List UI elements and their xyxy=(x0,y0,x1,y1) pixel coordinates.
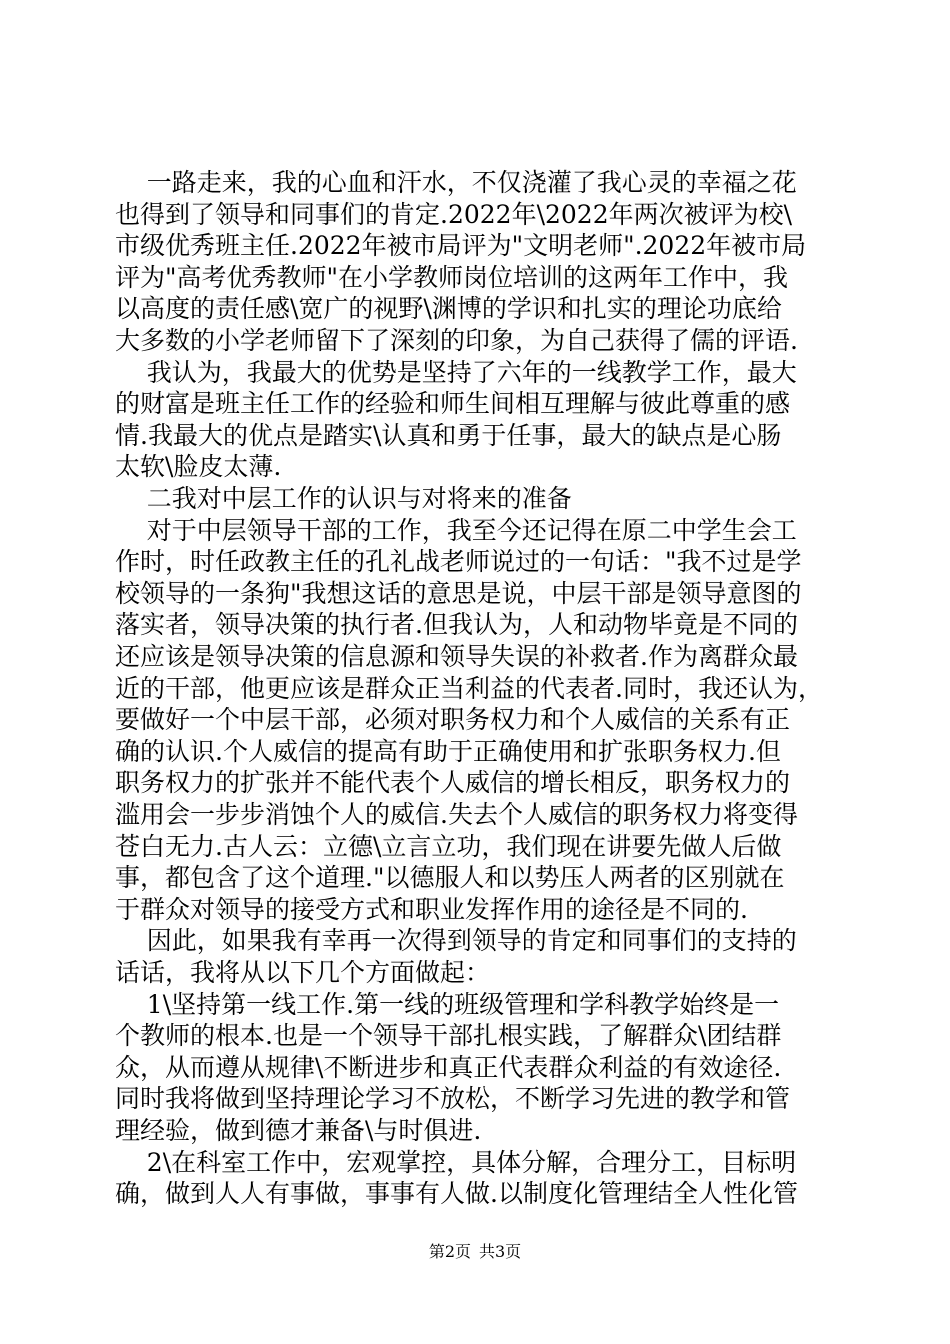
page-total: 共3页 xyxy=(479,1242,522,1261)
text-line: 校领导的一条狗"我想这话的意思是说，中层干部是领导意图的 xyxy=(115,578,802,608)
text-line: 事，都包含了这个道理."以德服人和以势压人两者的区别就在 xyxy=(115,863,785,893)
text-line: 情.我最大的优点是踏实\认真和勇于任事，最大的缺点是心肠 xyxy=(115,420,782,450)
text-line: 评为"高考优秀教师"在小学教师岗位培训的这两年工作中，我 xyxy=(115,262,789,292)
text-line: 太软\脸皮太薄. xyxy=(115,452,282,482)
text-line: 于群众对领导的接受方式和职业发挥作用的途径是不同的. xyxy=(115,894,748,924)
text-line: 作时，时任政教主任的孔礼战老师说过的一句话："我不过是学 xyxy=(115,547,802,577)
text-line: 1\坚持第一线工作.第一线的班级管理和学科教学始终是一 xyxy=(115,989,780,1019)
text-line: 要做好一个中层干部，必须对职务权力和个人威信的关系有正 xyxy=(115,705,791,735)
text-line: 话话，我将从以下几个方面做起： xyxy=(115,958,491,987)
text-line: 众，从而遵从规律\不断进步和真正代表群众利益的有效途径. xyxy=(115,1052,782,1082)
text-line: 大多数的小学老师留下了深刻的印象，为自己获得了儒的评语. xyxy=(115,326,798,355)
text-line: 近的干部，他更应该是群众正当利益的代表者.同时，我还认为， xyxy=(115,673,823,703)
text-line: 还应该是领导决策的信息源和领导失误的补救者.作为离群众最 xyxy=(115,642,798,671)
text-line: 以高度的责任感\宽广的视野\渊博的学识和扎实的理论功底给 xyxy=(115,294,782,324)
text-line: 个教师的根本.也是一个领导干部扎根实践，了解群众\团结群 xyxy=(115,1021,782,1051)
text-line: 确的认识.个人威信的提高有助于正确使用和扩张职务权力.但 xyxy=(115,736,781,766)
text-line: 落实者，领导决策的执行者.但我认为，人和动物毕竟是不同的 xyxy=(115,610,798,640)
section-heading: 二我对中层工作的认识与对将来的准备 xyxy=(115,484,572,513)
text-line: 因此，如果我有幸再一次得到领导的肯定和同事们的支持的 xyxy=(115,926,797,956)
text-line: 同时我将做到坚持理论学习不放松，不断学习先进的教学和管 xyxy=(115,1084,791,1114)
text-line: 也得到了领导和同事们的肯定.2022年\2022年两次被评为校\ xyxy=(115,199,793,229)
text-line: 对于中层领导干部的工作，我至今还记得在原二中学生会工 xyxy=(115,515,797,545)
text-line: 职务权力的扩张并不能代表个人威信的增长相反，职务权力的 xyxy=(115,768,791,798)
text-line: 确，做到人人有事做，事事有人做.以制度化管理结全人性化管 xyxy=(115,1179,798,1209)
text-line: 市级优秀班主任.2022年被市局评为"文明老师".2022年被市局 xyxy=(115,231,807,261)
text-line: 滥用会一步步消蚀个人的威信.失去个人威信的职务权力将变得 xyxy=(115,800,798,829)
text-line: 一路走来，我的心血和汗水，不仅浇灌了我心灵的幸福之花 xyxy=(115,168,797,197)
text-line: 我认为，我最大的优势是坚持了六年的一线教学工作，最大 xyxy=(115,357,797,387)
text-line: 苍白无力.古人云：立德\立言立功，我们现在讲要先做人后做 xyxy=(115,831,782,861)
page-footer xyxy=(0,1241,950,1263)
text-line: 的财富是班主任工作的经验和师生间相互理解与彼此尊重的感 xyxy=(115,389,791,419)
text-line: 2\在科室工作中，宏观掌控，具体分解，合理分工，目标明 xyxy=(115,1147,797,1177)
page-number: 第2页 xyxy=(428,1242,471,1261)
text-line: 理经验，做到德才兼备\与时俱进. xyxy=(115,1116,482,1145)
